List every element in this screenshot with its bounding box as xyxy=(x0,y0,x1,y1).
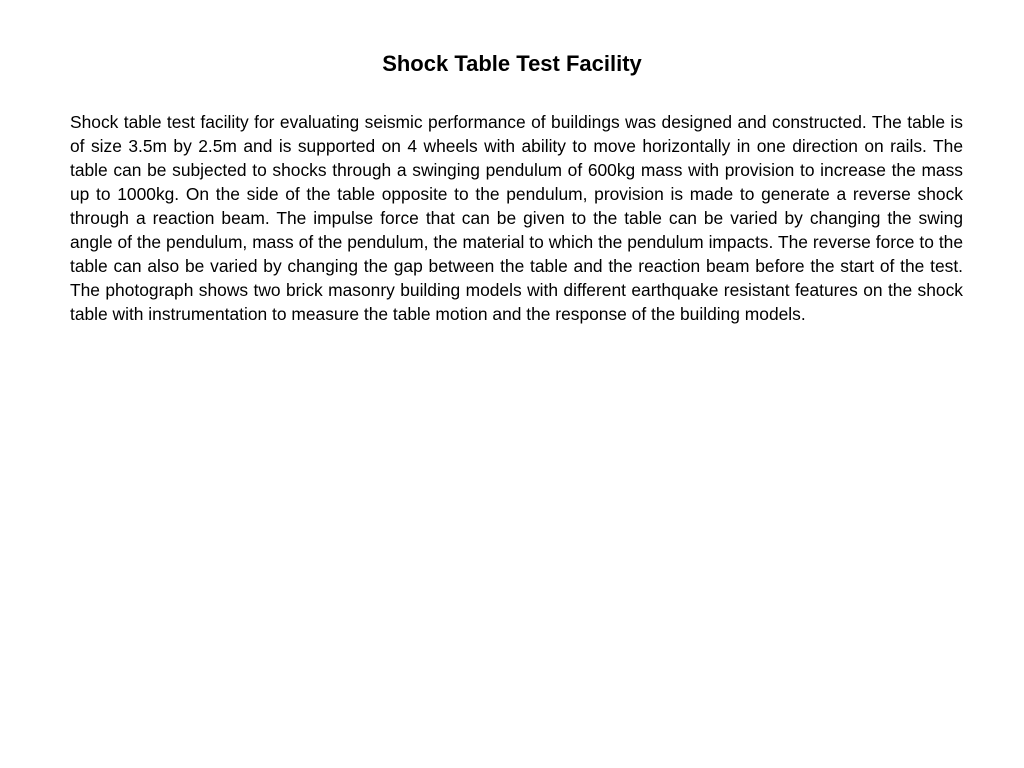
slide-title: Shock Table Test Facility xyxy=(382,51,642,76)
slide-body-paragraph: Shock table test facility for evaluating seismic performance of buildings was designed and constructed. The table is of size 3.5m by 2.5m and is supported on 4 wheels with ability to move horizontally in one direction on rails. The table can be subjected to shocks through a swinging pendulum of 600kg mass with provision to increase the mass up to 1000kg. On the side of the table opposite to the pendulum, provision is made to generate a reverse shock through a reaction beam. The impulse force that can be given to the table can be varied by changing the swing angle of the pendulum, mass of the pendulum, the material to which the pendulum impacts. The reverse force to the table can also be varied by changing the gap between the table and the reaction beam before the start of the test. The photograph shows two brick masonry building models with different earthquake resistant features on the shock table with instrumentation to measure the table motion and the response of the building models. xyxy=(70,112,963,324)
